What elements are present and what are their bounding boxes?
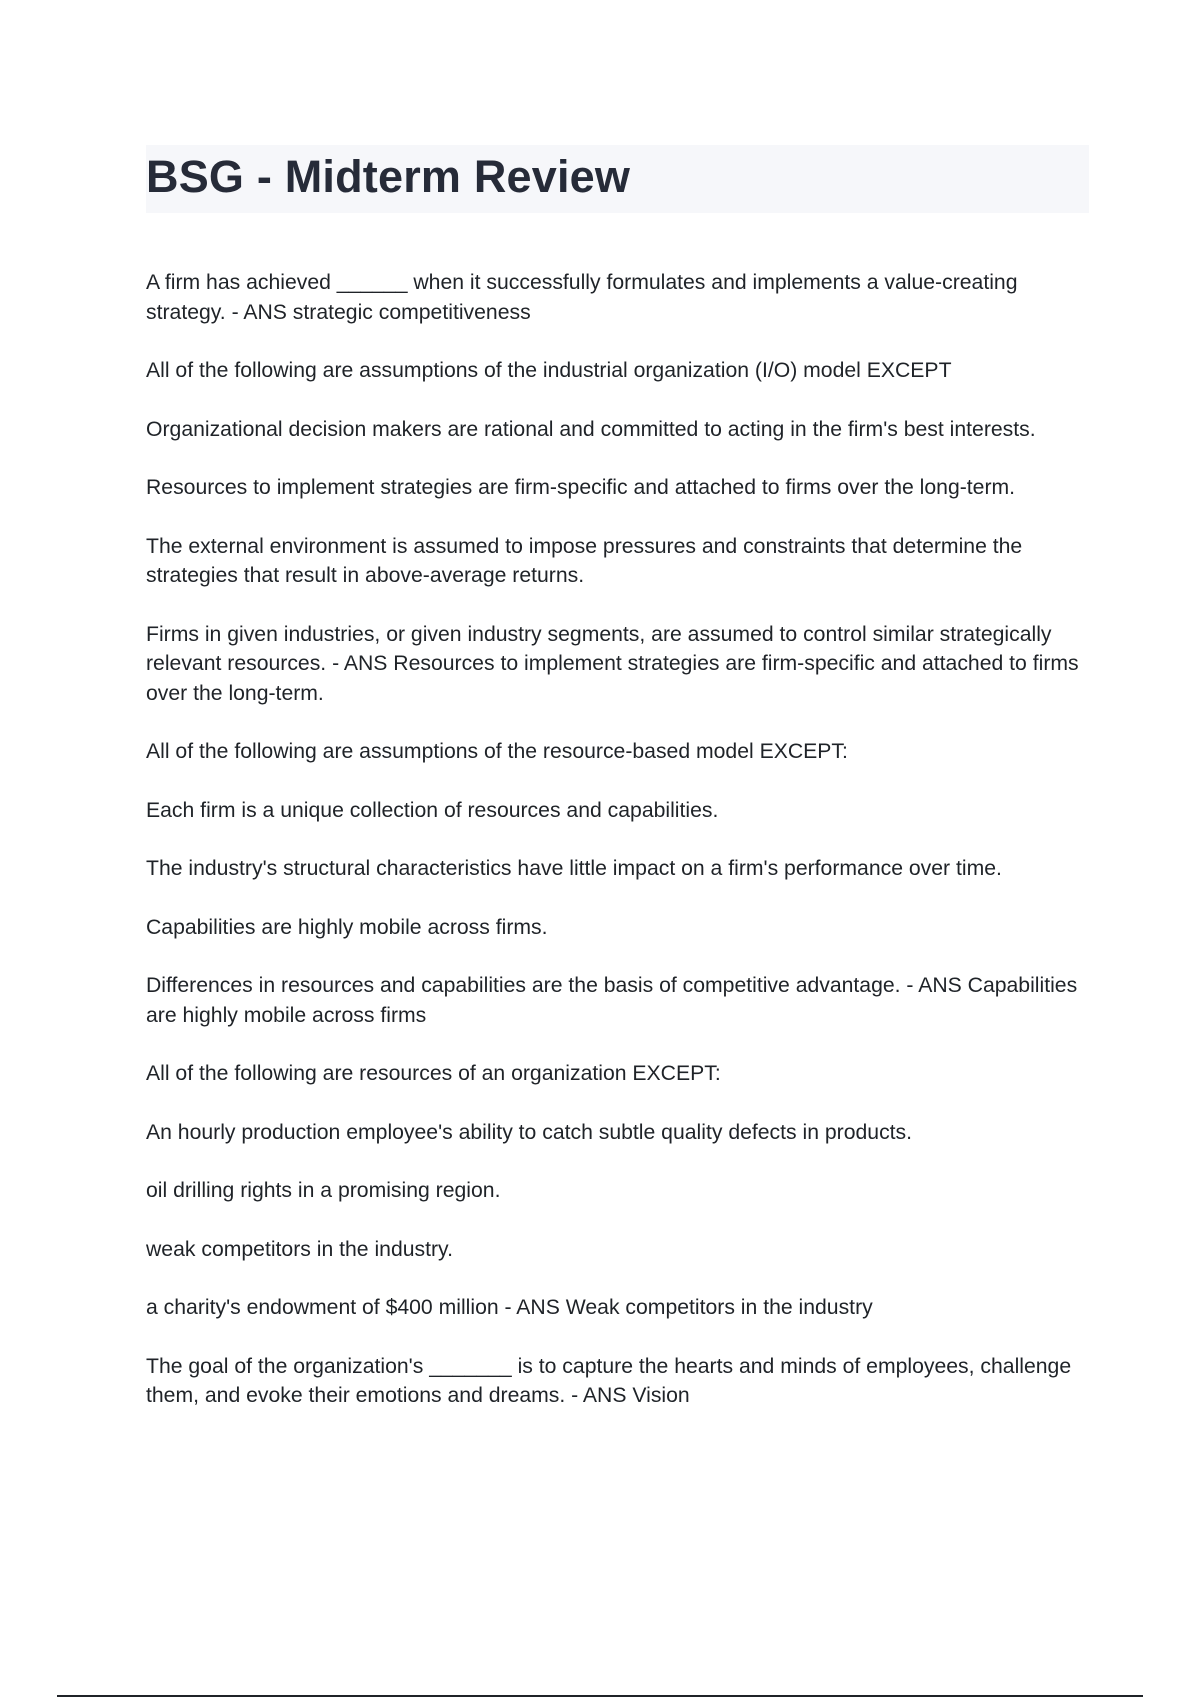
document-body — [146, 268, 1096, 1440]
option-answer-paragraph-16: a charity's endowment of $400 million - ANS Weak competitors in the industry — [146, 1296, 873, 1319]
option-paragraph-15: weak competitors in the industry. — [146, 1237, 453, 1261]
option-paragraph-10: Capabilities are highly mobile across firms. — [146, 915, 548, 939]
option-paragraph-5: The external environment is assumed to impose pressures and constraints that determine the strategies that result in above-average returns. — [146, 534, 1023, 587]
title-band — [146, 145, 1089, 213]
option-answer-paragraph-11: Differences in resources and capabilities are the basis of competitive advantage. - ANS Capabilities are highly mobile across firms — [146, 974, 1078, 1027]
question-paragraph-7: All of the following are assumptions of the resource-based model EXCEPT: — [146, 740, 848, 763]
question-paragraph-2: All of the following are assumptions of the industrial organization (I/O) model EXCEPT — [146, 359, 952, 382]
option-paragraph-8: Each firm is a unique collection of resources and capabilities. — [146, 798, 719, 822]
question-paragraph-1: A firm has achieved ______ when it successfully formulates and implements a value-creating strategy. - ANS strategic competitiveness — [146, 271, 1018, 324]
question-answer-paragraph-17: The goal of the organization's _______ is to capture the hearts and minds of employees, challenge them, and evoke their emotions and dreams. - ANS Vision — [146, 1354, 1072, 1407]
bottom-divider — [57, 1695, 1143, 1697]
question-paragraph-12: All of the following are resources of an organization EXCEPT: — [146, 1062, 721, 1085]
document-title: BSG - Midterm Review — [146, 151, 631, 202]
option-paragraph-3: Organizational decision makers are rational and committed to acting in the firm's best interests. — [146, 417, 1036, 441]
option-paragraph-9: The industry's structural characteristics have little impact on a firm's performance over time. — [146, 857, 1002, 880]
option-paragraph-4: Resources to implement strategies are firm-specific and attached to firms over the long-term. — [146, 476, 1016, 499]
option-paragraph-13: An hourly production employee's ability to catch subtle quality defects in products. — [146, 1120, 913, 1144]
option-paragraph-14: oil drilling rights in a promising region. — [146, 1179, 501, 1202]
option-answer-paragraph-6: Firms in given industries, or given industry segments, are assumed to control similar strategically relevant resources. - ANS Resources to implement strategies are firm-specific and attached to firms over the long-term. — [146, 622, 1079, 705]
